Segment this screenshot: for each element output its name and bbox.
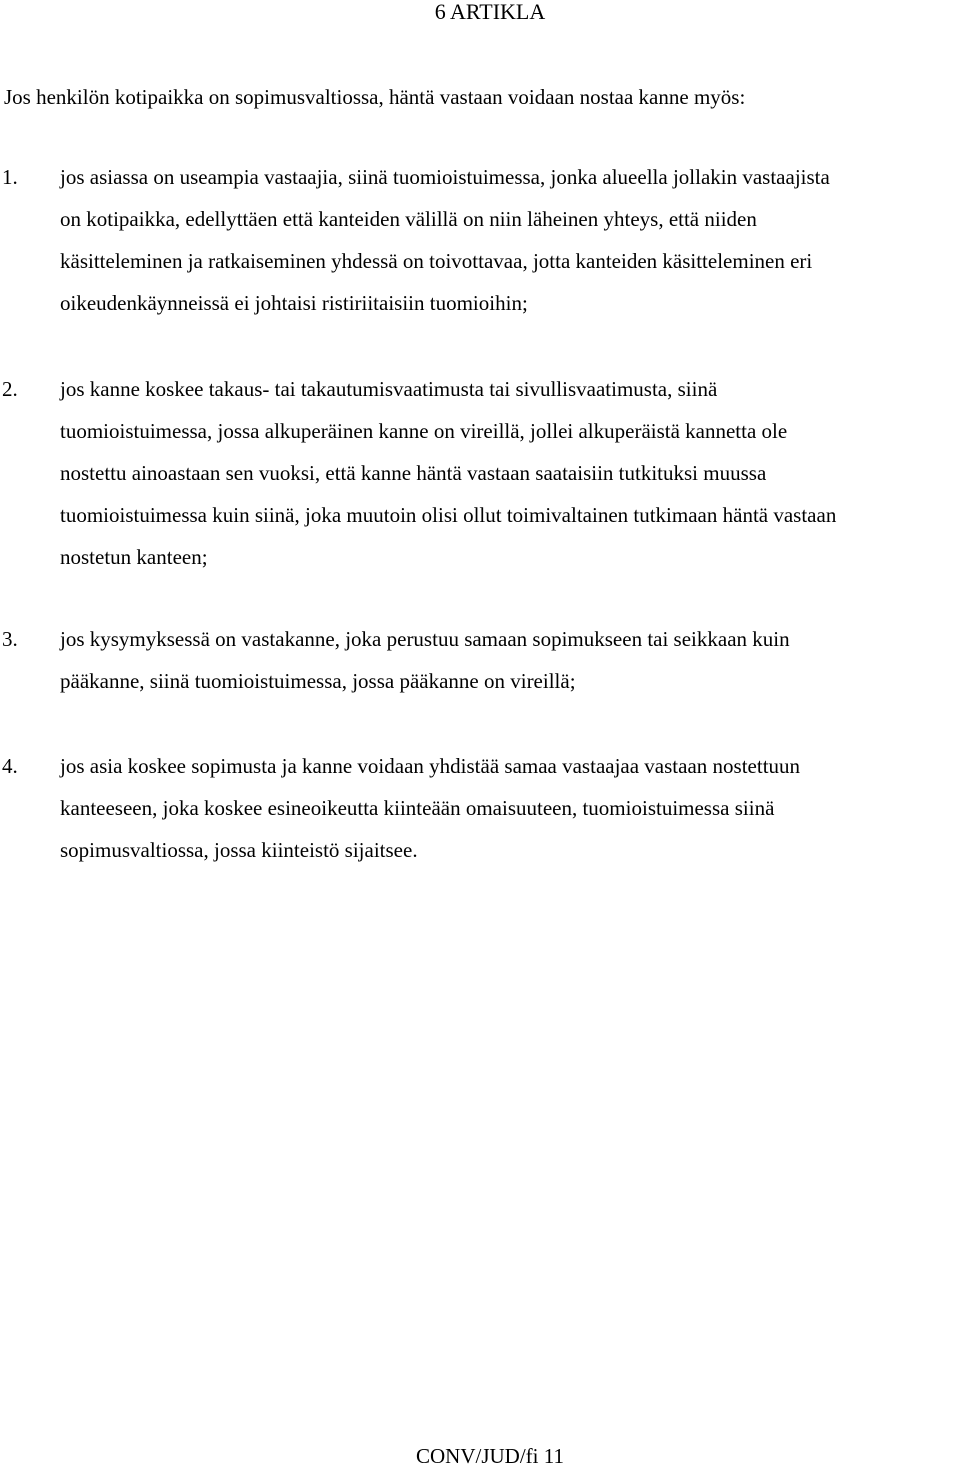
article-heading: 6 ARTIKLA: [434, 0, 546, 24]
list-item-text: [60, 624, 960, 708]
text-line: tuomioistuimessa, jossa alkuperäinen kanne on vireillä, jollei alkuperäistä kannetta ole: [60, 419, 788, 443]
list-item-text: [60, 162, 960, 330]
text-line: jos kanne koskee takaus- tai takautumisvaatimusta tai sivullisvaatimusta, siinä: [60, 377, 718, 401]
list-item-number: 1.: [2, 165, 18, 189]
list-item-text: [60, 751, 960, 877]
page-footer: CONV/JUD/fi 11: [416, 1444, 564, 1468]
list-item-text: [60, 374, 960, 584]
text-line: jos asiassa on useampia vastaajia, siinä tuomioistuimessa, jonka alueella jollakin vastaajista: [60, 165, 830, 189]
text-line: jos asia koskee sopimusta ja kanne voidaan yhdistää samaa vastaajaa vastaan nostettuun: [60, 754, 801, 778]
text-line: nostettu ainoastaan sen vuoksi, että kanne häntä vastaan saataisiin tutkituksi muussa: [60, 461, 767, 485]
text-line: tuomioistuimessa kuin siinä, joka muutoin olisi ollut toimivaltainen tutkimaan häntä vastaan: [60, 503, 837, 527]
text-line: jos kysymyksessä on vastakanne, joka perustuu samaan sopimukseen tai seikkaan kuin: [60, 627, 790, 651]
text-line: pääkanne, siinä tuomioistuimessa, jossa pääkanne on vireillä;: [60, 669, 576, 693]
intro-paragraph: Jos henkilön kotipaikka on sopimusvaltiossa, häntä vastaan voidaan nostaa kanne myös:: [4, 85, 746, 109]
text-line: käsitteleminen ja ratkaiseminen yhdessä on toivottavaa, jotta kanteiden käsitteleminen eri: [60, 249, 813, 273]
text-line: sopimusvaltiossa, jossa kiinteistö sijaitsee.: [60, 838, 418, 862]
text-line: kanteeseen, joka koskee esineoikeutta kiinteään omaisuuteen, tuomioistuimessa siinä: [60, 796, 775, 820]
text-line: oikeudenkäynneissä ei johtaisi ristiriitaisiin tuomioihin;: [60, 291, 528, 315]
text-line: nostetun kanteen;: [60, 545, 208, 569]
list-item-number: 2.: [2, 377, 18, 401]
list-item-number: 3.: [2, 627, 18, 651]
list-item-number: 4.: [2, 754, 18, 778]
text-line: on kotipaikka, edellyttäen että kanteiden välillä on niin läheinen yhteys, että niiden: [60, 207, 757, 231]
